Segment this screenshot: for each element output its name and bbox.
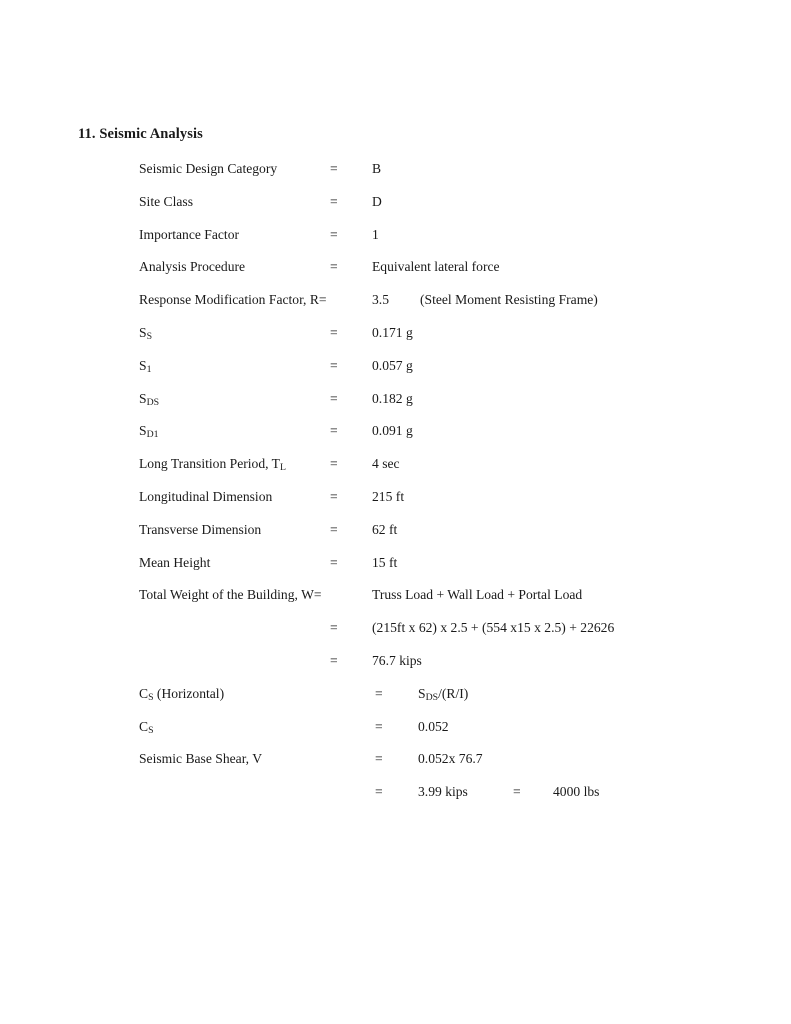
equals-sign: = <box>330 488 338 504</box>
parameter-label: Response Modification Factor, R= <box>139 292 327 308</box>
equals-sign: = <box>330 620 338 636</box>
parameter-label: Mean Height <box>139 554 211 570</box>
page-title: 11. Seismic Analysis <box>78 126 203 142</box>
parameter-row <box>0 586 791 619</box>
parameter-value: 215 ft <box>372 488 405 504</box>
parameter-label: $S_S$ <box>139 324 153 343</box>
parameter-row <box>0 718 791 751</box>
equals-sign: = <box>330 390 338 406</box>
equals-sign: = <box>375 751 383 767</box>
parameter-label: Long Transition Period, $T_L$ <box>139 456 286 474</box>
equals-sign: = <box>375 784 383 800</box>
parameter-value: 76.7 kips <box>372 652 422 668</box>
equals-sign: = <box>375 718 383 734</box>
parameter-label: Transverse Dimension <box>139 521 262 537</box>
parameter-value: 3.5 <box>372 292 389 308</box>
parameter-row <box>0 652 791 685</box>
parameter-row <box>0 750 791 783</box>
parameter-row <box>0 521 791 554</box>
parameter-value: 62 ft <box>372 521 398 537</box>
parameter-value: Equivalent lateral force <box>372 259 500 275</box>
parameter-value: 0.182 g <box>372 390 413 406</box>
equals-sign: = <box>375 685 383 701</box>
parameter-label: Analysis Procedure <box>139 259 246 275</box>
parameter-value: (215ft x 62) x 2.5 + (554 x15 x 2.5) + 22626 <box>372 620 615 636</box>
equals-sign: = <box>330 324 338 340</box>
parameter-row <box>0 258 791 291</box>
parameter-value: 15 ft <box>372 554 398 570</box>
parameter-row <box>0 390 791 423</box>
equals-sign: = <box>330 554 338 570</box>
parameter-value: 0.091 g <box>372 423 413 439</box>
parameter-row <box>0 422 791 455</box>
equals-sign: = <box>330 259 338 275</box>
parameter-row <box>0 554 791 587</box>
parameter-value: 0.052 <box>418 718 449 734</box>
parameter-value: Truss Load + Wall Load + Portal Load <box>372 587 583 603</box>
parameter-label: $C_S$ (Horizontal) <box>139 685 225 703</box>
parameter-label: Longitudinal Dimension <box>139 488 273 504</box>
equals-sign: = <box>330 193 338 209</box>
equals-sign: = <box>330 161 338 176</box>
parameter-row <box>0 455 791 488</box>
equals-sign: = <box>330 226 338 242</box>
parameter-row <box>0 160 791 193</box>
parameter-note: (Steel Moment Resisting Frame) <box>420 292 598 308</box>
parameter-label: Importance Factor <box>139 226 240 242</box>
parameter-value: 0.057 g <box>372 357 413 373</box>
parameter-value: $S_{DS}/(R/I)$ <box>418 685 469 703</box>
equals-sign: = <box>330 652 338 668</box>
parameter-label: $S_1$ <box>139 357 152 375</box>
parameter-row <box>0 226 791 259</box>
equals-sign: = <box>330 521 338 537</box>
seismic-parameter-list <box>0 160 791 816</box>
parameter-row <box>0 193 791 226</box>
equals-sign: = <box>330 357 338 373</box>
parameter-label: Seismic Design Category <box>139 161 278 176</box>
parameter-row <box>0 783 791 816</box>
parameter-value: 0.052x 76.7 <box>418 751 483 767</box>
parameter-value: 4 sec <box>372 456 400 472</box>
parameter-row <box>0 619 791 652</box>
parameter-label: $S_{DS}$ <box>139 390 160 408</box>
equals-sign: = <box>330 456 338 472</box>
parameter-label: $S_{D1}$ <box>139 423 159 441</box>
parameter-label: Total Weight of the Building, W= <box>139 587 322 603</box>
parameter-label: $C_S$ <box>139 718 154 736</box>
parameter-row <box>0 357 791 390</box>
parameter-value: 3.99 kips <box>418 784 468 800</box>
parameter-row <box>0 488 791 521</box>
parameter-value: B <box>372 161 382 176</box>
parameter-row <box>0 685 791 718</box>
equals-sign: = <box>330 423 338 439</box>
parameter-value-secondary: 4000 lbs <box>553 784 600 800</box>
parameter-value: 0.171 g <box>372 324 413 340</box>
parameter-label: Site Class <box>139 193 194 209</box>
parameter-label: Seismic Base Shear, V <box>139 751 263 767</box>
parameter-row <box>0 291 791 324</box>
parameter-value: 1 <box>372 226 379 242</box>
parameter-row <box>0 324 791 357</box>
equals-sign-secondary: = <box>513 784 521 800</box>
parameter-value: D <box>372 193 382 209</box>
